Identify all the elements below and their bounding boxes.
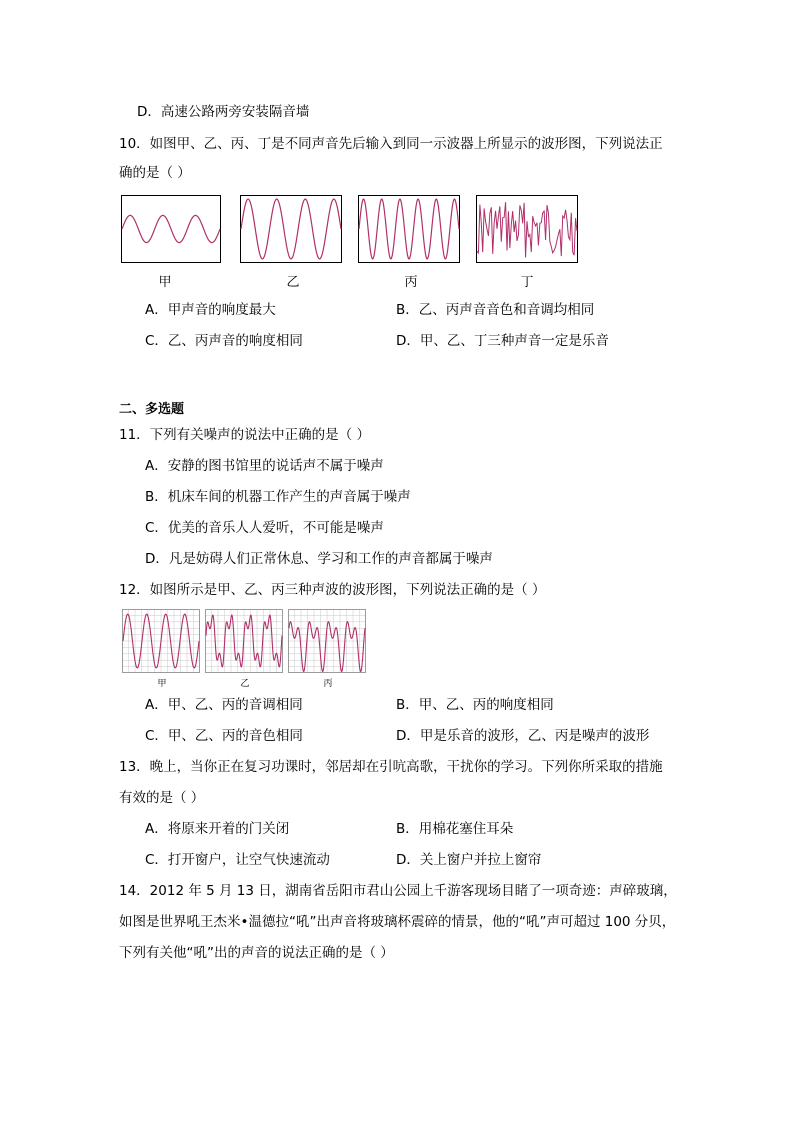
q12-label-yi: 乙	[240, 679, 250, 689]
q12-option-c: C．甲、乙、丙的音色相同	[145, 728, 303, 744]
q10-figure-ding	[476, 195, 578, 267]
q10-figure-yi	[240, 195, 342, 267]
q14-stem-line3: 下列有关他“吼”出的声音的说法正确的是（ ）	[119, 945, 394, 961]
q13-option-a: A．将原来开着的门关闭	[145, 821, 290, 837]
q13-stem-line1: 13．晚上，当你正在复习功课时，邻居却在引吭高歌，干扰你的学习。下列你所采取的措施	[119, 759, 663, 775]
q14-stem-line1: 14．2012 年 5 月 13 日，湖南省岳阳市君山公园上千游客现场目睹了一项奇迹：声碎玻璃，	[119, 883, 677, 899]
q12-grid-bing	[288, 609, 366, 673]
q12-label-bing: 丙	[323, 679, 333, 689]
q10-option-a: A．甲声音的响度最大	[145, 302, 276, 318]
q9-option-d: D．高速公路两旁安装隔音墙	[137, 104, 310, 120]
q10-figure-jia	[121, 195, 221, 267]
q10-stem-line1: 10．如图甲、乙、丙、丁是不同声音先后输入到同一示波器上所显示的波形图，下列说法正	[119, 136, 663, 152]
q12-figure-yi	[205, 609, 283, 677]
q13-option-c: C．打开窗户，让空气快速流动	[145, 852, 330, 868]
q10-figure-bing	[358, 195, 460, 267]
q11-option-d: D．凡是妨碍人们正常休息、学习和工作的声音都属于噪声	[145, 551, 493, 567]
q10-option-b: B．乙、丙声音音色和音调均相同	[396, 302, 595, 318]
q11-option-c: C．优美的音乐人人爱听，不可能是噪声	[145, 520, 384, 536]
q11-option-a: A．安静的图书馆里的说话声不属于噪声	[145, 458, 384, 474]
q10-label-ding: 丁	[520, 275, 534, 290]
q13-stem-line2: 有效的是（ ）	[119, 790, 205, 806]
q11-stem: 11．下列有关噪声的说法中正确的是（ ）	[119, 427, 370, 443]
q10-option-d: D．甲、乙、丁三种声音一定是乐音	[396, 333, 609, 349]
q10-stem-line2: 确的是（ ）	[119, 165, 191, 181]
q11-option-b: B．机床车间的机器工作产生的声音属于噪声	[145, 489, 411, 505]
q10-option-c: C．乙、丙声音的响度相同	[145, 333, 303, 349]
q10-label-yi: 乙	[286, 275, 300, 290]
q12-figure-bing	[288, 609, 366, 677]
q10-label-jia: 甲	[158, 275, 172, 290]
q13-option-d: D．关上窗户并拉上窗帘	[396, 852, 542, 868]
q12-option-d: D．甲是乐音的波形，乙、丙是噪声的波形	[396, 728, 650, 744]
q12-stem: 12．如图所示是甲、乙、丙三种声波的波形图，下列说法正确的是（ ）	[119, 582, 546, 598]
q12-label-jia: 甲	[157, 679, 167, 689]
q12-option-a: A．甲、乙、丙的音调相同	[145, 697, 303, 713]
q14-stem-line2: 如图是世界吼王杰米•温德拉“吼”出声音将玻璃杯震碎的情景，他的“吼”声可超过 100 分贝，	[119, 914, 676, 930]
q12-option-b: B．甲、乙、丙的响度相同	[396, 697, 554, 713]
q10-label-bing: 丙	[404, 275, 418, 290]
section-title-multiple-choice: 二、多选题	[119, 402, 185, 417]
q12-figure-jia	[122, 609, 200, 677]
q13-option-b: B．用棉花塞住耳朵	[396, 821, 514, 837]
